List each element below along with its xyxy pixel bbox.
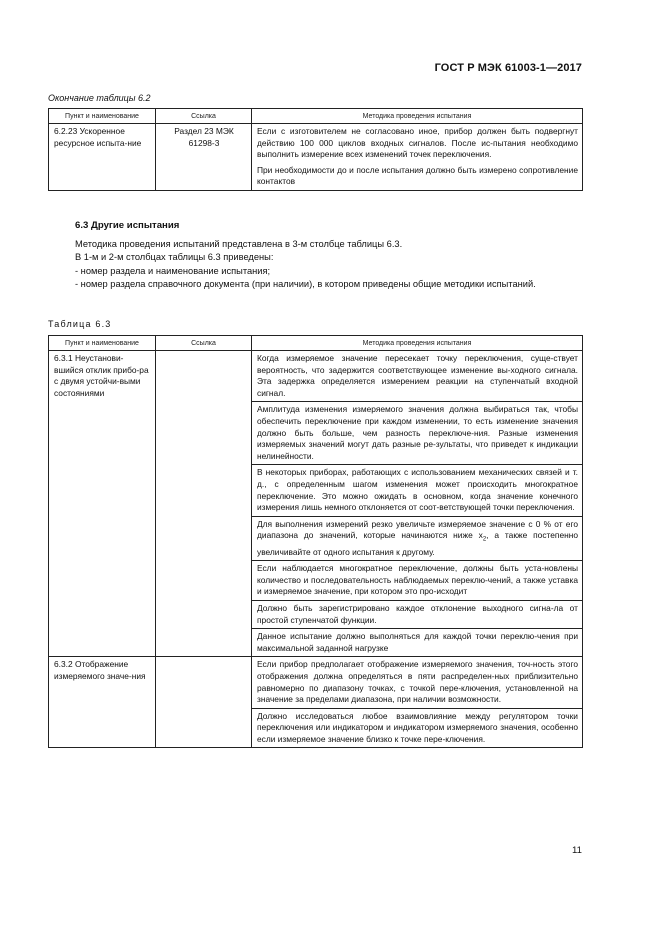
table-header-row (49, 109, 583, 124)
row-method-cell (252, 124, 583, 191)
method-paragraph: Когда измеряемое значение пересекает точку переключения, суще-ствует вероятность, что задержится соответствующее изменение вы-ходного сигнала. Эта задержка определяется измерением реакции на ступенчатый входной сигнал. (252, 351, 582, 402)
column-header-reference: Ссылка (156, 109, 252, 124)
body-paragraph: В 1-м и 2-м столбцах таблицы 6.3 приведены: (75, 252, 274, 263)
method-paragraph: Должно исследоваться любое взаимовлияние между регулятором точки переключения или индикатором и индикатором измеряемого значения, особенно если измеряемое значение близко к точке пере-ключения. (257, 710, 578, 744)
method-paragraph: В некоторых приборах, работающих с использованием механических связей и т. д., с определенным шагом изменения может происходить многократное переключение. Это можно ожидать в основном, когда значение конечного измерения лишь немного отклоняется от соот-ветствующей точки переключения. (252, 465, 582, 516)
page-number: 11 (572, 845, 582, 856)
row-item-cell: 6.3.2 Отображение измеряемого значе-ния (49, 657, 156, 748)
column-header-item: Пункт и наименование (49, 109, 156, 124)
table-6-2 (48, 108, 583, 191)
row-reference-cell: Раздел 23 МЭК 61298-3 (156, 124, 252, 191)
table-row (49, 351, 583, 657)
method-paragraph: Если прибор предполагает отображение измеряемого значения, точ-ность этого отображения должна определяться в пяти распределен-ных приблизительно равномерно по диапазону точках, с точкой пере-ключения, установленной на значение за пределами диапазона, при наличии возможности. (252, 657, 582, 708)
row-method-cell (252, 351, 583, 657)
table-row (49, 124, 583, 191)
section-body (48, 238, 582, 292)
row-item-cell: 6.2.23 Ускоренное ресурсное испыта-ние (49, 124, 156, 191)
column-header-method: Методика проведения испытания (252, 109, 583, 124)
row-reference-cell (156, 351, 252, 657)
method-text: Для выполнения измерений резко увеличьте измеряемое значение с 0 % от его диапазона до значений, которые начинаются ниже x (257, 518, 578, 541)
row-item-cell: 6.3.1 Неустанови-вшийся отклик прибо-ра с двумя устойчи-выми состояниями (49, 351, 156, 657)
column-header-method: Методика проведения испытания (252, 336, 583, 351)
method-paragraph: Если с изготовителем не согласовано иное, прибор должен быть подвергнут действию 100 000 циклов входных сигналов. После ис-пытания необходимо выполнить измерение всех изменений точек переключения. (257, 126, 578, 160)
table-6-3-caption: Таблица 6.3 (48, 319, 112, 329)
table-row (49, 657, 583, 748)
table-header-row (49, 336, 583, 351)
body-paragraph: - номер раздела и наименование испытания; (75, 265, 271, 276)
method-paragraph: Данное испытание должно выполняться для каждой точки переклю-чения при максимальной заданной нагрузке (257, 631, 578, 653)
standard-code-header: ГОСТ Р МЭК 61003-1—2017 (434, 62, 582, 74)
section-title: 6.3 Другие испытания (75, 220, 180, 231)
table-6-3 (48, 335, 583, 748)
method-paragraph: При необходимости до и после испытания должно быть измерено сопротивление контактов (257, 164, 578, 187)
method-paragraph: Амплитуда изменения измеряемого значения должна выбираться так, чтобы обеспечить переключение при каждом изменении, то есть изменение значения должно быть больше, чем разность переключе-ния. Разные изменения измеряемых значений могут дать разные ре-зультаты, что приведет к индикации нелинейности. (252, 402, 582, 465)
table-6-2-caption: Окончание таблицы 6.2 (48, 93, 151, 103)
body-paragraph: Методика проведения испытаний представлена в 3-м столбце таблицы 6.3. (75, 239, 403, 249)
subscript-index: 2 (482, 536, 487, 543)
column-header-item: Пункт и наименование (49, 336, 156, 351)
method-paragraph (252, 517, 582, 561)
method-text: , а также постепенно увеличивайте от одного испытания к другому. (257, 530, 579, 557)
method-paragraph: Если наблюдается многократное переключение, должны быть уста-новлены количество и последовательность наблюдаемых переклю-чений, а также уставка и измеряемое значение, при котором это про-исходит (252, 561, 582, 601)
row-method-cell (252, 657, 583, 748)
row-reference-cell (156, 657, 252, 748)
method-paragraph: Должно быть зарегистрировано каждое отклонение выходного сигна-ла от простой ступенчатой функции. (252, 601, 582, 629)
column-header-reference: Ссылка (156, 336, 252, 351)
body-paragraph: - номер раздела справочного документа (при наличии), в котором приведены общие методики испытаний. (75, 279, 536, 290)
